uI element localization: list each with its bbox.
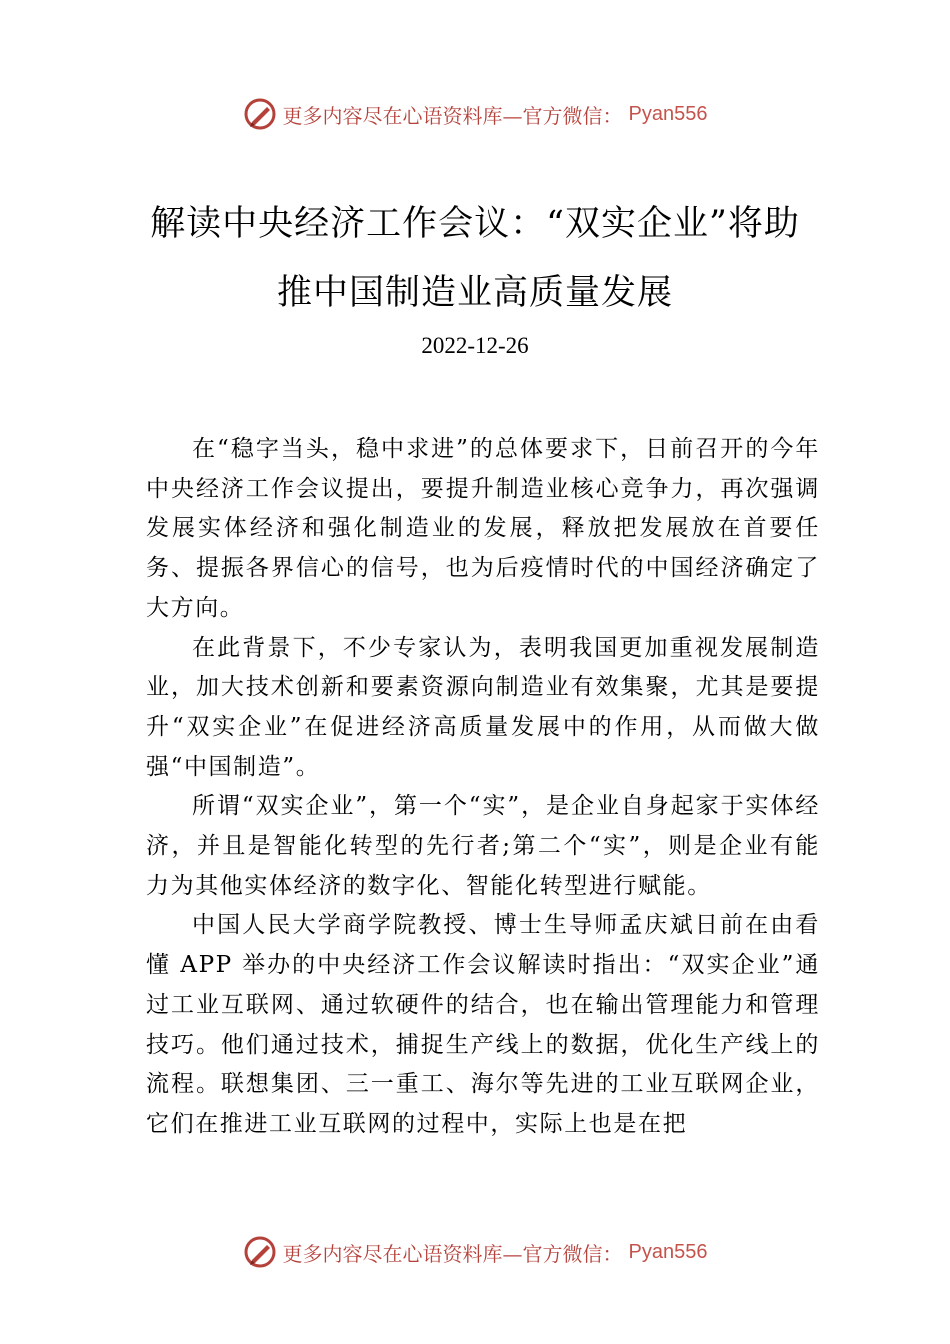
banner-wechat-id: Pyan556 xyxy=(628,102,708,125)
article-title xyxy=(100,190,850,328)
footer-watermark-banner xyxy=(0,1232,950,1272)
paragraph: 所谓“双实企业”，第一个“实”，是企业自身起家于实体经济，并且是智能化转型的先行者;第二个“实”，则是企业有能力为其他实体经济的数字化、智能化转型进行赋能。 xyxy=(146,793,820,899)
paragraph: 在“稳字当头，稳中求进”的总体要求下，日前召开的今年中央经济工作会议提出，要提升制造业核心竞争力，再次强调发展实体经济和强化制造业的发展，释放把发展放在首要任务、提振各界信心的信号，也为后疫情时代的中国经济确定了大方向。 xyxy=(146,436,820,621)
title-line-2: 推中国制造业高质量发展 xyxy=(276,273,673,313)
banner-text: 更多内容尽在心语资料库—官方微信： xyxy=(282,103,623,128)
paragraph: 中国人民大学商学院教授、博士生导师孟庆斌日前在由看懂 APP 举办的中央经济工作会议解读时指出：“双实企业”通过工业互联网、通过软硬件的结合，也在输出管理能力和管理技巧。他们通过技术，捕捉生产线上的数据，优化生产线上的流程。联想集团、三一重工、海尔等先进的工业互联网企业，它们在推进工业互联网的过程中，实际上也是在把 xyxy=(146,912,820,1137)
header-watermark-banner xyxy=(0,94,950,134)
banner-text: 更多内容尽在心语资料库—官方微信： xyxy=(282,1241,623,1266)
pen-circle-logo-icon xyxy=(243,1235,277,1269)
article-body xyxy=(146,430,820,1145)
title-line-1: 解读中央经济工作会议：“双实企业”将助 xyxy=(150,204,800,244)
banner-wechat-id: Pyan556 xyxy=(628,1240,708,1263)
pen-circle-logo-icon xyxy=(243,97,277,131)
article-date: 2022-12-26 xyxy=(421,333,529,358)
paragraph: 在此背景下，不少专家认为，表明我国更加重视发展制造业，加大技术创新和要素资源向制造业有效集聚，尤其是要提升“双实企业”在促进经济高质量发展中的作用，从而做大做强“中国制造”。 xyxy=(146,634,820,780)
